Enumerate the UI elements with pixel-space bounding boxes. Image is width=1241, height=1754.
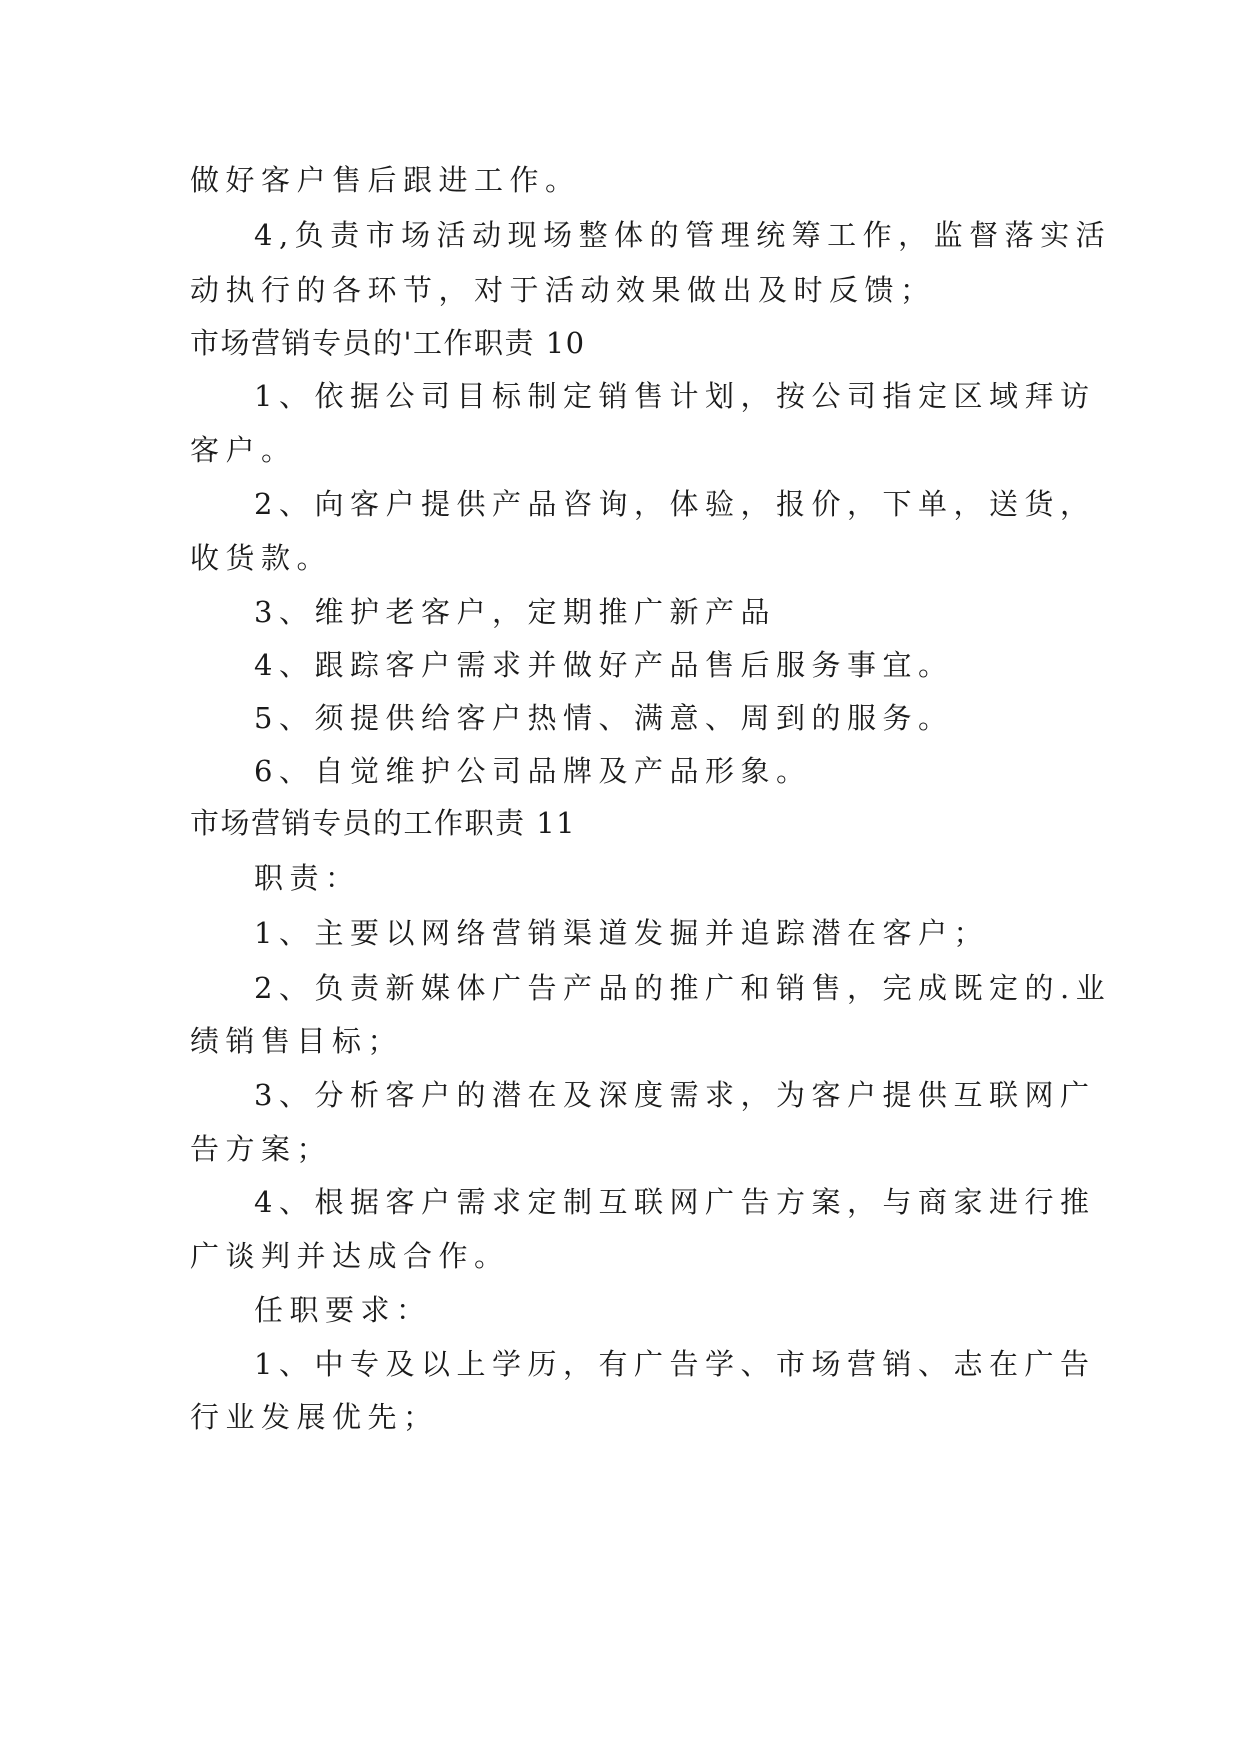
body-text-line: 告方案； xyxy=(190,1132,333,1166)
body-text-line: 广谈判并达成合作。 xyxy=(190,1239,510,1273)
list-item-6: 6、自觉维护公司品牌及产品形象。 xyxy=(254,754,812,788)
list-item-1: 1、主要以网络营销渠道发掘并追踪潜在客户； xyxy=(254,916,989,950)
subheading-duties: 职责： xyxy=(254,861,361,895)
list-item-3: 3、维护老客户，定期推广新产品 xyxy=(254,595,776,629)
list-item-5: 5、须提供给客户热情、满意、周到的服务。 xyxy=(254,701,954,735)
section-heading-10: 市场营销专员的'工作职责 10 xyxy=(190,326,586,360)
body-text-line: 行业发展优先； xyxy=(190,1400,439,1434)
list-item-4: 4,负责市场活动现场整体的管理统筹工作，监督落实活 xyxy=(254,218,1112,252)
body-text-line: 客户。 xyxy=(190,433,297,467)
list-item-1: 1、中专及以上学历，有广告学、市场营销、志在广告 xyxy=(254,1347,1096,1381)
list-item-2: 2、向客户提供产品咨询，体验，报价，下单，送货， xyxy=(254,487,1096,521)
list-item-3: 3、分析客户的潜在及深度需求，为客户提供互联网广 xyxy=(254,1078,1096,1112)
list-item-4: 4、根据客户需求定制互联网广告方案，与商家进行推 xyxy=(254,1185,1096,1219)
body-text-line: 做好客户售后跟进工作。 xyxy=(190,163,581,197)
body-text-line: 动执行的各环节，对于活动效果做出及时反馈； xyxy=(190,273,936,307)
body-text-line: 收货款。 xyxy=(190,541,333,575)
list-item-1: 1、依据公司目标制定销售计划，按公司指定区域拜访 xyxy=(254,379,1096,413)
list-item-2: 2、负责新媒体广告产品的推广和销售，完成既定的.业 xyxy=(254,971,1112,1005)
section-heading-11: 市场营销专员的工作职责 11 xyxy=(190,806,577,840)
subheading-requirements: 任职要求： xyxy=(254,1293,432,1327)
list-item-4: 4、跟踪客户需求并做好产品售后服务事宜。 xyxy=(254,648,954,682)
body-text-line: 绩销售目标； xyxy=(190,1024,404,1058)
